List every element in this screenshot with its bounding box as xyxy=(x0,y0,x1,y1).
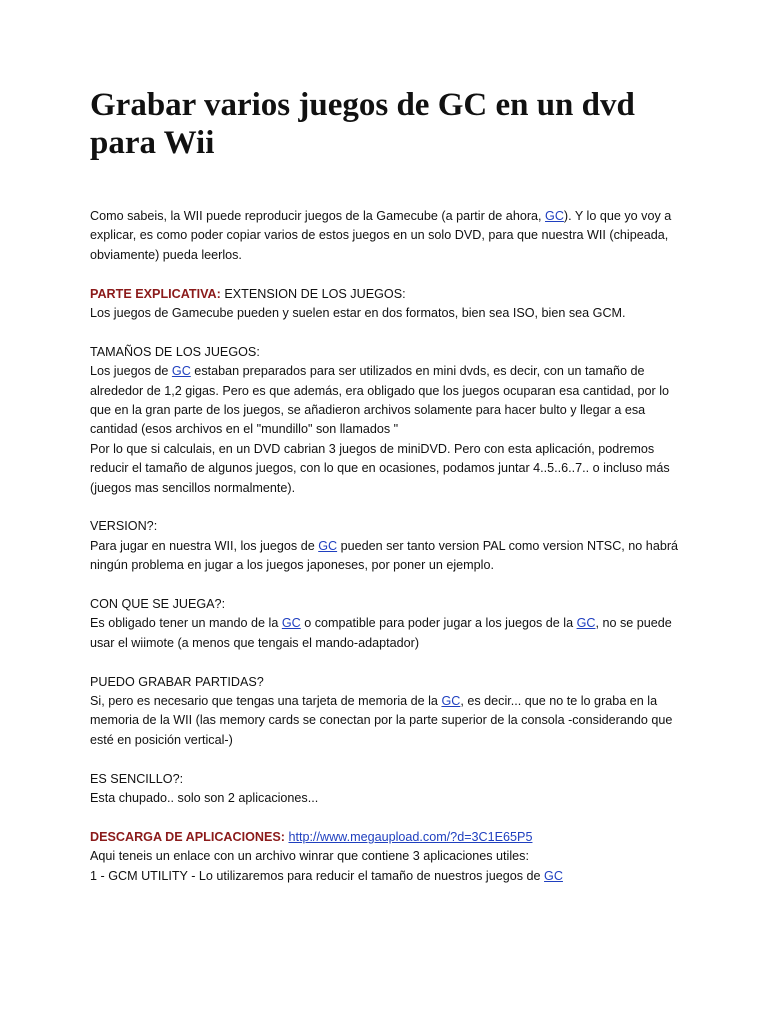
intro-paragraph xyxy=(90,207,690,265)
explicativa-text: Los juegos de Gamecube pueden y suelen estar en dos formatos, bien sea ISO, bien sea GCM. xyxy=(90,306,626,321)
gc-link[interactable]: GC xyxy=(545,209,564,223)
grabar-text-b: , es decir... que no te lo graba en la memoria de la WII (las memory cards se conectan por la parte superior de la consola -considerando que esté en posición vertical-) xyxy=(90,694,673,747)
tamanos-heading: TAMAÑOS DE LOS JUEGOS: xyxy=(90,344,260,359)
sencillo-heading: ES SENCILLO?: xyxy=(90,771,184,786)
intro-text-b: ). Y lo que yo voy a explicar, es como poder copiar varios de estos juegos en un solo DVD, para que nuestra WII (chipeada, obviamente) pueda leerlos. xyxy=(90,209,672,262)
page-title: Grabar varios juegos de GC en un dvd para Wii xyxy=(90,87,635,161)
document-body xyxy=(90,207,690,906)
version-text-b: pueden ser tanto version PAL como version NTSC, no habrá ningún problema en jugar a los juegos japoneses, por poner un ejemplo. xyxy=(90,538,679,573)
megaupload-link[interactable]: http://www.megaupload.com/?d=3C1E65P5 xyxy=(288,829,533,844)
gc-link[interactable]: GC xyxy=(318,538,338,553)
descarga-label: DESCARGA DE APLICACIONES: xyxy=(90,829,285,844)
gc-link[interactable]: GC xyxy=(281,616,301,631)
explicativa-label: PARTE EXPLICATIVA: xyxy=(90,286,221,301)
explicativa-section xyxy=(90,285,690,324)
conque-section xyxy=(90,595,690,653)
intro-text-a: Como sabeis, la WII puede reproducir juegos de la Gamecube (a partir de ahora, xyxy=(90,209,546,223)
explicativa-heading: EXTENSION DE LOS JUEGOS: xyxy=(220,286,406,301)
sencillo-text: Esta chupado.. solo son 2 aplicaciones... xyxy=(90,791,319,806)
version-text-a: Para jugar en nuestra WII, los juegos de xyxy=(90,538,319,553)
grabar-text-a: Si, pero es necesario que tengas una tarjeta de memoria de la xyxy=(90,694,442,709)
gc-link[interactable]: GC xyxy=(576,616,596,631)
descarga-line2: 1 - GCM UTILITY - Lo utilizaremos para reducir el tamaño de nuestros juegos de xyxy=(90,868,545,883)
gc-link[interactable]: GC xyxy=(544,868,563,883)
tamanos-text-b: estaban preparados para ser utilizados en mini dvds, es decir, con un tamaño de alrededor de 1,2 gigas. Pero es que además, era obligado que los juegos ocuparan esa cantidad, por lo que en la gran parte de los juegos, se añadieron archivos solamente para hacer bulto y llegar a esa cantidad (esos archivos en el "mundillo" son llamados " xyxy=(90,364,670,437)
conque-text-c: , no se puede usar el wiimote (a menos que tengais el mando-adaptador) xyxy=(90,616,672,650)
conque-text-b: o compatible para poder jugar a los juegos de la xyxy=(300,616,577,631)
tamanos-section xyxy=(90,343,690,498)
tamanos-text-c: Por lo que si calculais, en un DVD cabrian 3 juegos de miniDVD. Pero con esta aplicación, podremos reducir el tamaño de algunos juegos, con lo que en ocasiones, podamos juntar 4..5..6..7.. o incluso más (juegos mas sencillos normalmente). xyxy=(90,441,670,495)
tamanos-text-a: Los juegos de xyxy=(90,364,172,379)
version-heading: VERSION?: xyxy=(90,519,158,534)
descarga-line1: Aqui teneis un enlace con un archivo winrar que contiene 3 aplicaciones utiles: xyxy=(90,849,529,864)
conque-text-a: Es obligado tener un mando de la xyxy=(90,616,282,631)
grabar-heading: PUEDO GRABAR PARTIDAS? xyxy=(90,674,264,689)
gc-link[interactable]: GC xyxy=(171,364,191,379)
version-section xyxy=(90,517,690,575)
conque-heading: CON QUE SE JUEGA?: xyxy=(90,597,226,612)
sencillo-section xyxy=(90,770,690,809)
grabar-section xyxy=(90,673,690,751)
descarga-section xyxy=(90,828,690,886)
gc-link[interactable]: GC xyxy=(441,694,461,709)
